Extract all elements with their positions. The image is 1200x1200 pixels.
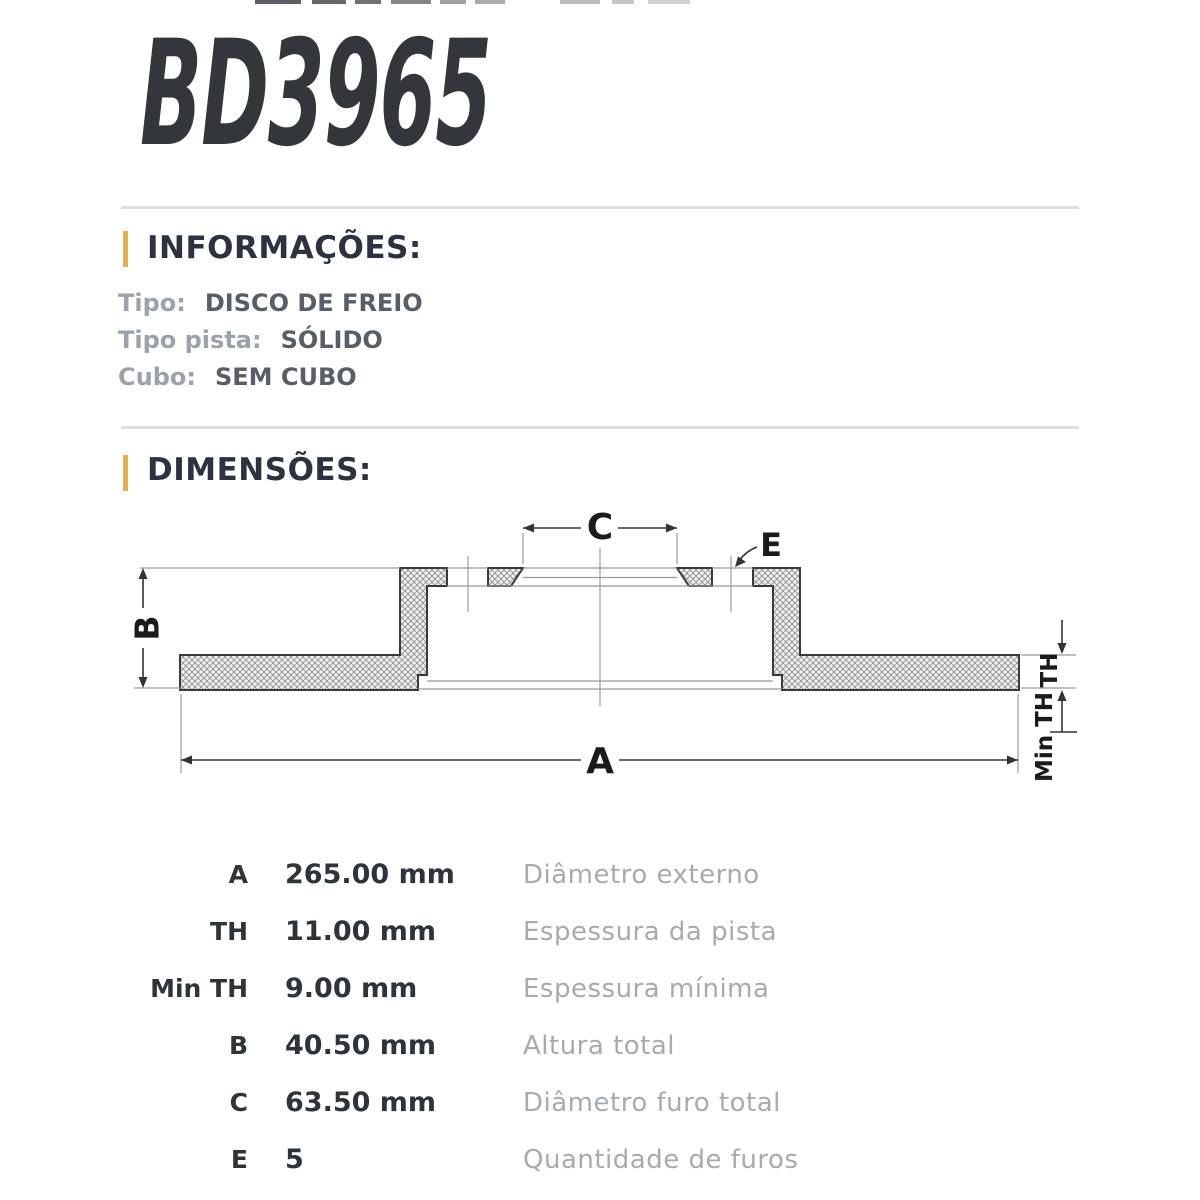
spec-table [98,846,1078,1188]
info-value: DISCO DE FREIO [204,289,423,317]
table-row [98,846,1078,903]
spec-desc: Diâmetro externo [523,859,760,890]
hub-bore-left-block [488,568,523,586]
spec-desc: Espessura da pista [523,916,778,947]
spec-desc: Espessura mínima [523,973,770,1004]
table-row [98,960,1078,1017]
spec-key: B [228,1031,248,1060]
dimension-arrowheads [139,524,1067,765]
hub-bore-right-block [677,568,712,586]
spec-value: 5 [285,1144,304,1175]
spec-key: TH [210,917,248,946]
dim-label-min-th: Min TH [1032,691,1058,783]
spec-desc: Altura total [523,1030,676,1061]
table-row [98,903,1078,960]
spec-value: 63.50 mm [285,1087,437,1118]
spec-value: 11.00 mm [285,916,437,947]
dim-label-th: TH [1037,652,1063,688]
dim-label-b: B [127,615,167,641]
spec-key: E [230,1145,248,1174]
dim-label-e: E [760,526,782,564]
spec-key: C [229,1088,248,1117]
spec-value: 40.50 mm [285,1030,437,1061]
dim-label-a: A [586,741,614,782]
info-label: Cubo: [118,363,196,391]
table-row [98,1017,1078,1074]
dim-label-c: C [586,507,614,548]
projection-lines [134,533,1076,773]
spec-value: 265.00 mm [285,859,455,890]
info-value: SEM CUBO [214,363,357,391]
spec-desc: Quantidade de furos [523,1144,799,1175]
table-row [98,1074,1078,1131]
disc-left-half [180,568,447,690]
table-row [98,1131,1078,1188]
spec-key: Min TH [150,974,248,1003]
info-label: Tipo: [118,289,186,317]
info-value: SÓLIDO [280,326,383,354]
spec-key: A [228,860,248,889]
spec-desc: Diâmetro furo total [523,1087,781,1118]
product-code: BD3965 [140,9,492,179]
dimension-lines [143,528,1077,760]
spec-value: 9.00 mm [285,973,418,1004]
info-section-heading: INFORMAÇÕES: [147,230,422,266]
disc-right-half [753,568,1019,690]
info-label: Tipo pista: [118,326,262,354]
e-leader-line [739,547,757,561]
dim-section-heading: DIMENSÕES: [147,452,372,488]
